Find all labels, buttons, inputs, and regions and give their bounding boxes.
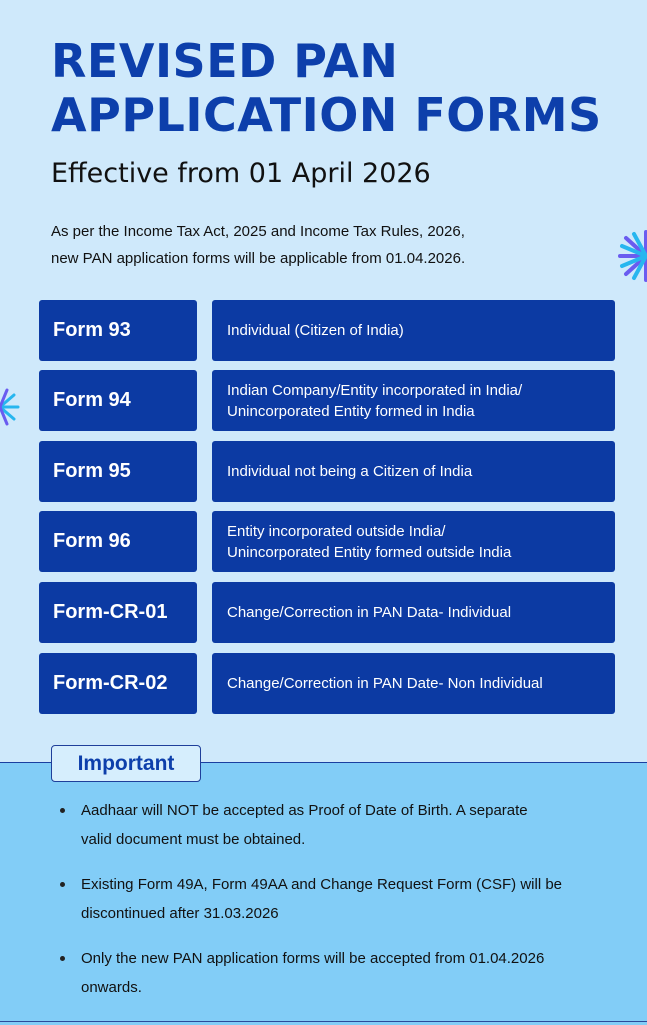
form-row-95: [39, 441, 615, 502]
bottom-divider: [0, 1021, 647, 1022]
form-row-cr-02: [39, 653, 615, 714]
form-name: Form 96: [39, 511, 197, 572]
form-row-96: [39, 511, 615, 572]
form-description-line-2: Unincorporated Entity formed outside India: [227, 543, 512, 561]
bullet-dot-icon: [60, 956, 65, 961]
form-description: [212, 441, 615, 502]
form-name: Form 94: [39, 370, 197, 431]
important-label: Important: [51, 745, 201, 782]
title-line-2: APPLICATION FORMS: [51, 88, 602, 142]
form-name: Form-CR-01: [39, 582, 197, 643]
form-name: Form-CR-02: [39, 653, 197, 714]
form-name: Form 95: [39, 441, 197, 502]
intro-line-1: As per the Income Tax Act, 2025 and Income Tax Rules, 2026,: [51, 223, 465, 240]
form-row-94: [39, 370, 615, 431]
page-title: [51, 34, 631, 142]
form-row-cr-01: [39, 582, 615, 643]
bullet-line-1: Only the new PAN application forms will be accepted from 01.04.2026: [81, 950, 545, 967]
starburst-icon-left: [0, 388, 22, 426]
important-bullet-list: [60, 796, 620, 1018]
bullet-line-2: onwards.: [81, 979, 142, 996]
bullet-item: [60, 870, 620, 928]
starburst-icon-right: [614, 228, 647, 284]
form-description: [212, 653, 615, 714]
form-description-line-1: Entity incorporated outside India/: [227, 522, 446, 540]
form-description-line-1: Individual (Citizen of India): [227, 322, 404, 339]
bullet-dot-icon: [60, 882, 65, 887]
bullet-line-1: Existing Form 49A, Form 49AA and Change Request Form (CSF) will be: [81, 876, 563, 893]
form-description: [212, 370, 615, 431]
form-description: [212, 511, 615, 572]
form-description-line-1: Indian Company/Entity incorporated in India/: [227, 381, 523, 399]
title-line-1: REVISED PAN: [51, 34, 399, 88]
form-row-93: [39, 300, 615, 361]
intro-text: [51, 218, 571, 272]
form-description: [212, 300, 615, 361]
subtitle: Effective from 01 April 2026: [51, 158, 431, 189]
bullet-item: [60, 796, 620, 854]
bullet-item: [60, 944, 620, 1002]
form-description-line-1: Individual not being a Citizen of India: [227, 463, 473, 480]
bullet-line-1: Aadhaar will NOT be accepted as Proof of Date of Birth. A separate: [81, 802, 528, 819]
bullet-line-2: valid document must be obtained.: [81, 831, 306, 848]
form-description-line-1: Change/Correction in PAN Data- Individual: [227, 604, 512, 621]
bullet-dot-icon: [60, 808, 65, 813]
form-description-line-1: Change/Correction in PAN Date- Non Individual: [227, 675, 543, 692]
bullet-line-2: discontinued after 31.03.2026: [81, 905, 279, 922]
intro-line-2: new PAN application forms will be applicable from 01.04.2026.: [51, 250, 466, 267]
form-name: Form 93: [39, 300, 197, 361]
form-description-line-2: Unincorporated Entity formed in India: [227, 402, 475, 420]
form-description: [212, 582, 615, 643]
